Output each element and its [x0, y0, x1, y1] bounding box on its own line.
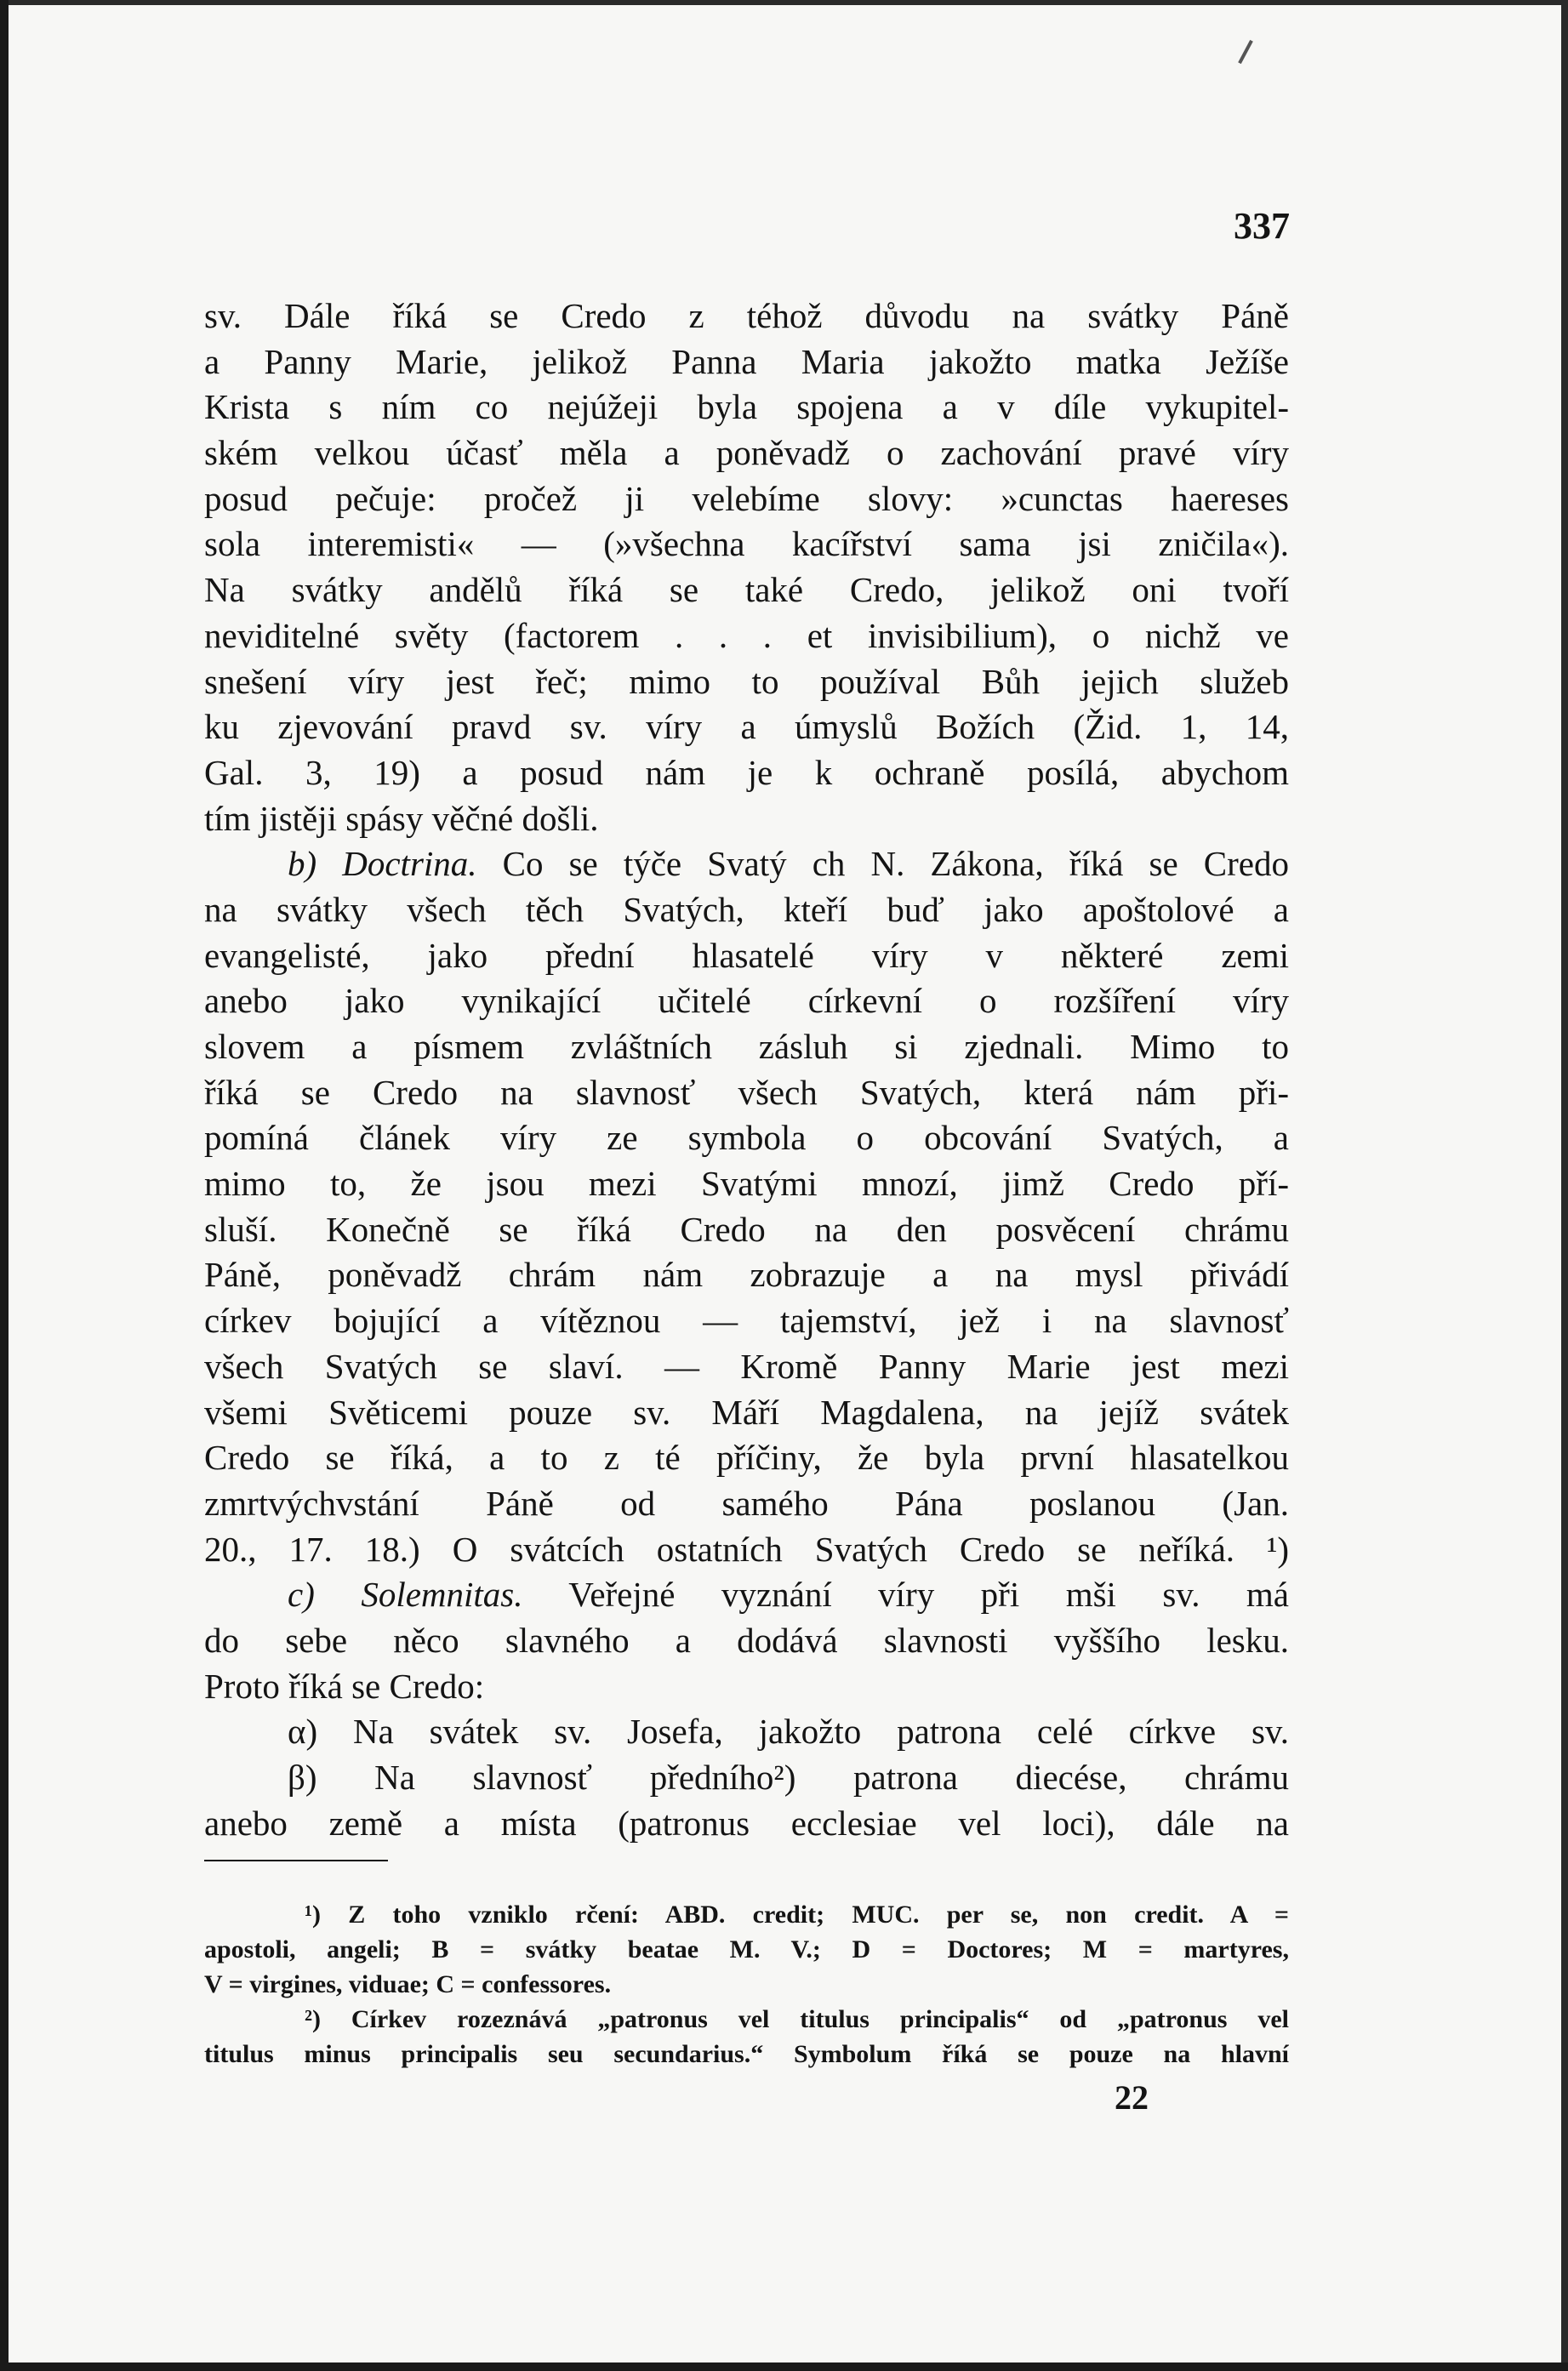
text-line: Gal. 3, 19) a posud nám je k ochraně posílá, abychom	[204, 752, 1289, 792]
text-line: do sebe něco slavného a dodává slavnosti vyššího lesku.	[204, 1620, 1289, 1660]
text-line: neviditelné světy (factorem . . . et invisibilium), o nichž ve	[204, 615, 1289, 655]
paragraph-b-label: b) Doctrina.	[288, 844, 477, 884]
paragraph-c-first-text: Veřejné vyznání víry při mši sv. má	[568, 1575, 1289, 1615]
text-line: 20., 17. 18.) O svátcích ostatních Svatých Credo se neříká. ¹)	[204, 1529, 1289, 1569]
footnote-line: ²) Církev rozeznává „patronus vel titulus principalis“ od „patronus vel	[305, 2005, 1289, 2033]
text-line: Krista s ním co nejúžeji byla spojena a v díle vykupitel-	[204, 387, 1289, 427]
paragraph-c-label: c) Solemnitas.	[288, 1575, 523, 1615]
text-line: zmrtvýchvstání Páně od samého Pána poslanou (Jan.	[204, 1483, 1289, 1523]
main-text	[204, 294, 1289, 1846]
text-line: říká se Credo na slavnosť všech Svatých, která nám při-	[204, 1072, 1289, 1112]
text-line: Páně, poněvadž chrám nám zobrazuje a na mysl přivádí	[204, 1255, 1289, 1295]
text-line: mimo to, že jsou mezi Svatými mnozí, jimž Credo pří-	[204, 1164, 1289, 1204]
paragraph-b-first-line	[204, 841, 1289, 887]
list-item-beta: β) Na slavnosť předního²) patrona diecése, chrámu	[288, 1758, 1289, 1797]
text-line: evangelisté, jako přední hlasatelé víry v některé zemi	[204, 935, 1289, 975]
text-line: sv. Dále říká se Credo z téhož důvodu na svátky Páně	[204, 296, 1289, 335]
text-line: pomíná článek víry ze symbola o obcování Svatých, a	[204, 1118, 1289, 1158]
footnote-divider	[204, 1860, 388, 1861]
text-line: církev bojující a vítěznou — tajemství, jež i na slavnosť	[204, 1301, 1289, 1341]
scan-edge-right	[1561, 0, 1568, 2371]
signature-mark: 22	[1115, 2078, 1149, 2117]
text-line: tím jistěji spásy věčné došli.	[204, 798, 599, 838]
footnote-line: titulus minus principalis seu secundarius.“ Symbolum říká se pouze na hlavní	[204, 2040, 1289, 2068]
footnote-line: apostoli, angeli; B = svátky beatae M. V.; D = Doctores; M = martyres,	[204, 1935, 1289, 1963]
scan-edge-left	[0, 0, 9, 2371]
text-line: všemi Světicemi pouze sv. Máří Magdalena, na jejíž svátek	[204, 1392, 1289, 1432]
text-line: ku zjevování pravd sv. víry a úmyslů Božích (Žid. 1, 14,	[204, 707, 1289, 747]
paragraph-b-first-text: Co se týče Svatý ch N. Zákona, říká se Credo	[502, 844, 1289, 884]
text-line: Na svátky andělů říká se také Credo, jelikož oni tvoří	[204, 570, 1289, 610]
page-number: 337	[1234, 205, 1290, 247]
text-line: posud pečuje: pročež ji velebíme slovy: »cunctas haereses	[204, 478, 1289, 518]
text-line: ském velkou účasť měla a poněvadž o zachování pravé víry	[204, 433, 1289, 473]
text-line: všech Svatých se slaví. — Kromě Panny Marie jest mezi	[204, 1346, 1289, 1386]
text-line: slovem a písmem zvláštních zásluh si zjednali. Mimo to	[204, 1027, 1289, 1066]
text-line: sola interemisti« — (»všechna kacířství sama jsi zničila«).	[204, 524, 1289, 564]
text-line: snešení víry jest řeč; mimo to používal Bůh jejich služeb	[204, 661, 1289, 701]
text-line: na svátky všech těch Svatých, kteří buď jako apoštolové a	[204, 889, 1289, 929]
footnotes	[204, 1897, 1289, 2072]
text-line: Proto říká se Credo:	[204, 1666, 485, 1706]
pencil-mark	[1238, 40, 1253, 64]
footnote-line: ¹) Z toho vzniklo rčení: ABD. credit; MUC. per se, non credit. A =	[305, 1901, 1289, 1929]
paragraph-c-first-line	[204, 1572, 1289, 1618]
footnote-line: V = virgines, viduae; C = confessores.	[204, 1970, 612, 1998]
scan-edge-top	[0, 0, 1568, 5]
scan-edge-bottom	[0, 2362, 1568, 2371]
text-line: anebo jako vynikající učitelé církevní o rozšíření víry	[204, 981, 1289, 1021]
text-line: Credo se říká, a to z té příčiny, že byla první hlasatelkou	[204, 1438, 1289, 1478]
text-line: sluší. Konečně se říká Credo na den posvěcení chrámu	[204, 1209, 1289, 1249]
text-line: a Panny Marie, jelikož Panna Maria jakožto matka Ježíše	[204, 341, 1289, 381]
text-line: anebo země a místa (patronus ecclesiae vel loci), dále na	[204, 1803, 1289, 1843]
list-item-alpha: α) Na svátek sv. Josefa, jakožto patrona celé církve sv.	[288, 1712, 1289, 1752]
